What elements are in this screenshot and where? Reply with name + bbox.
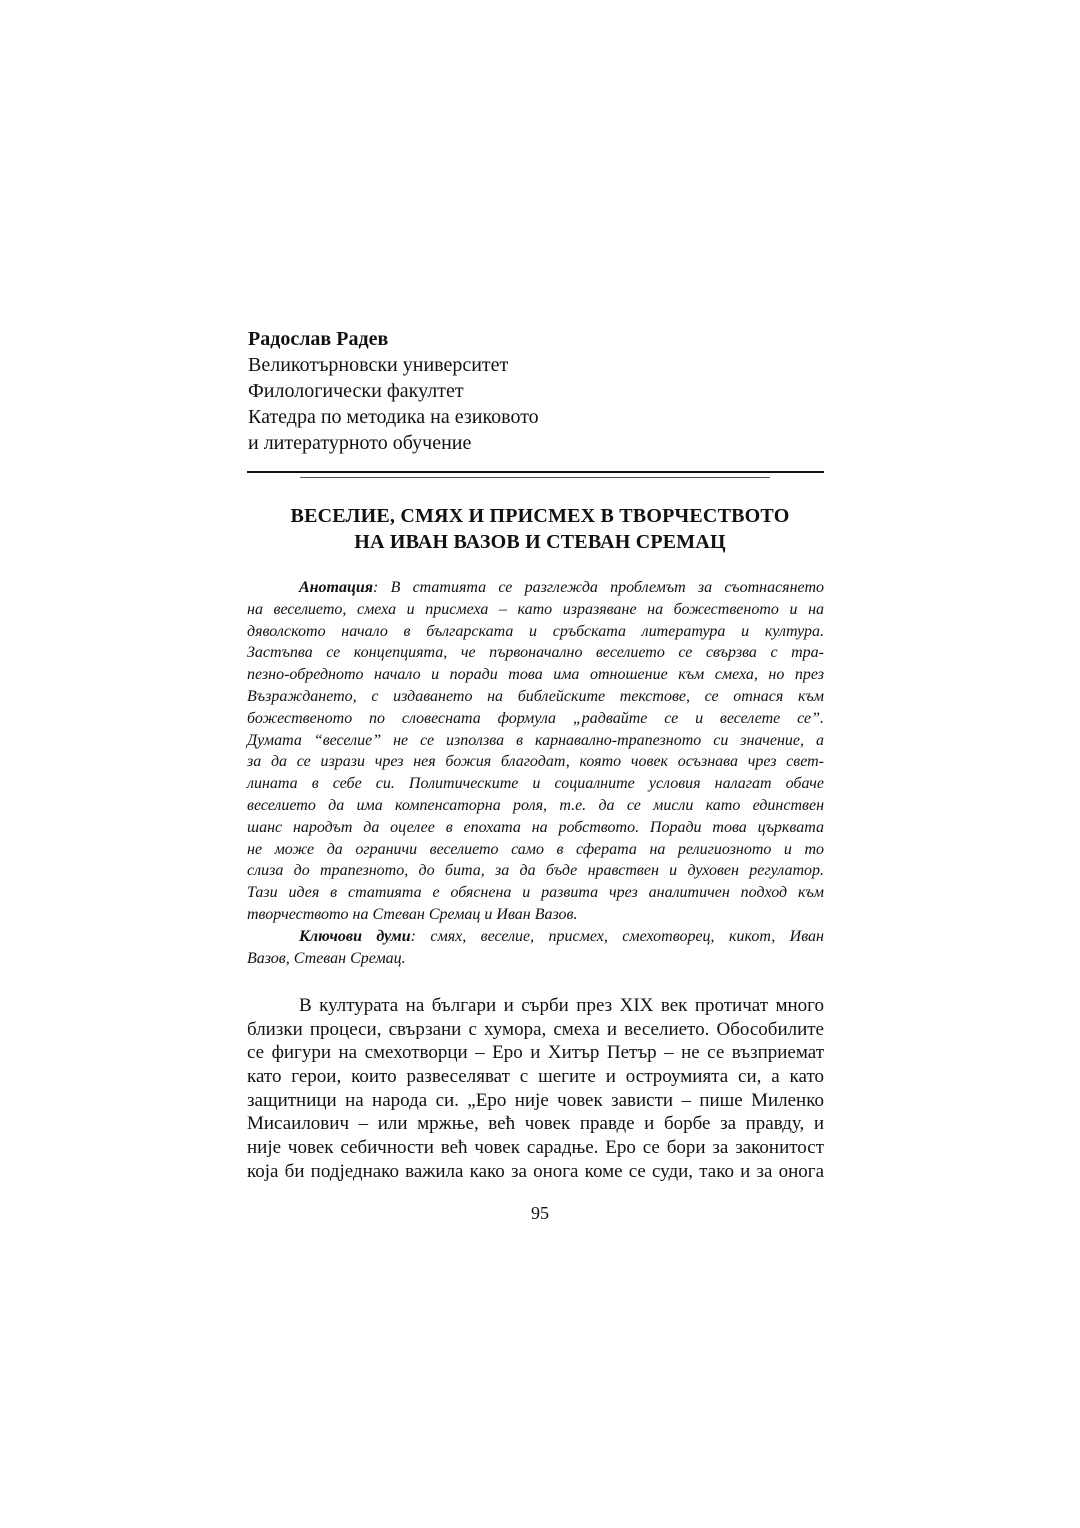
separator-rule-thin xyxy=(300,477,770,478)
abstract-line xyxy=(247,577,824,599)
abstract-line: шанс народът да оцелее в епохата на робството. Поради това църквата xyxy=(247,818,824,836)
abstract xyxy=(247,577,824,969)
abstract-line: Възраждането, с издаването на библейските текстове, се отнася към xyxy=(247,687,824,705)
abstract-line: пезно-обредното начало и поради това има отношение към смеха, но през xyxy=(247,666,824,684)
affiliation-university: Великотърновски университет xyxy=(248,354,509,376)
author-block xyxy=(248,326,808,456)
affiliation-department-cont: и литературното обучение xyxy=(248,432,472,454)
abstract-line: не може да ограничи веселието само в сферата на религиозното и то xyxy=(247,840,824,858)
author-name: Радослав Радев xyxy=(248,328,389,350)
page-number: 95 xyxy=(531,1203,549,1223)
abstract-line: лината в себе си. Политическите и социалните условия налагат обаче xyxy=(247,775,824,793)
title-line-2: НА ИВАН ВАЗОВ И СТЕВАН СРЕМАЦ xyxy=(354,531,726,553)
abstract-line: слиза до трапезното, до бита, за да бъде нравствен и духовен регулатор. xyxy=(247,862,824,880)
title-line-1: ВЕСЕЛИЕ, СМЯХ И ПРИСМЕХ В ТВОРЧЕСТВОТО xyxy=(290,505,790,527)
abstract-text: : В статията се разглежда проблемът за съотнасянето xyxy=(373,579,824,596)
abstract-line: божественото по словесната формула „радвайте се и веселете се”. xyxy=(247,709,824,727)
abstract-line: Думата “веселие” не се използва в карнавално-трапезното си значение, а xyxy=(247,731,824,749)
body-line: Мисаилович – или мржње, већ човек правде и борбе за правду, и xyxy=(247,1113,824,1135)
abstract-line: веселието да има компенсаторна роля, т.е. да се мисли като единствен xyxy=(247,796,824,814)
body-paragraph xyxy=(247,994,824,1184)
article-title xyxy=(240,503,840,555)
body-line: која би подједнако важила како за онога коме се суди, тако и за онога xyxy=(247,1160,824,1182)
abstract-line: Тази идея в статията е обяснена и развита чрез аналитичен подход към xyxy=(247,884,824,902)
abstract-line: на веселието, смеха и присмеха – като изразяване на божественото и на xyxy=(247,600,824,618)
keywords-text: : смях, веселие, присмех, смехотворец, кикот, Иван xyxy=(410,927,824,945)
body-line: В културата на българи и сърби през XIX век протичат много xyxy=(299,995,824,1016)
keywords-line: Вазов, Стеван Сремац. xyxy=(247,949,406,967)
body-line: защитници на народа си. „Еро није човек зависти – пише Миленко xyxy=(247,1089,824,1111)
separator-rule-thick xyxy=(247,471,824,473)
abstract-line: Застъпва се концепцията, че първоначално веселието се свързва с тра- xyxy=(247,644,824,662)
abstract-line: творчеството на Стеван Сремац и Иван Вазов. xyxy=(247,905,578,923)
keywords-label: Ключови думи xyxy=(299,927,411,945)
body-line: се фигури на смехотворци – Еро и Хитър Петър – не се възприемат xyxy=(247,1042,824,1064)
body-line: като герои, които развеселяват с шегите и остроумията си, а като xyxy=(247,1066,824,1088)
abstract-line: за да се изрази чрез нея божия благодат, която човек осъзнава чрез свет- xyxy=(247,753,824,771)
affiliation-faculty: Филологически факултет xyxy=(248,380,464,402)
keywords-line xyxy=(247,926,824,948)
abstract-line: дяволското начало в българската и сръбската литература и култура. xyxy=(247,622,824,640)
abstract-label: Анотация xyxy=(299,579,374,596)
body-line: није човек себичности већ човек сарадње. Еро се бори за законитост xyxy=(247,1137,824,1159)
body-line: близки процеси, свързани с хумора, смеха и веселието. Обособилите xyxy=(247,1018,824,1040)
affiliation-department: Катедра по методика на езиковото xyxy=(248,406,539,428)
